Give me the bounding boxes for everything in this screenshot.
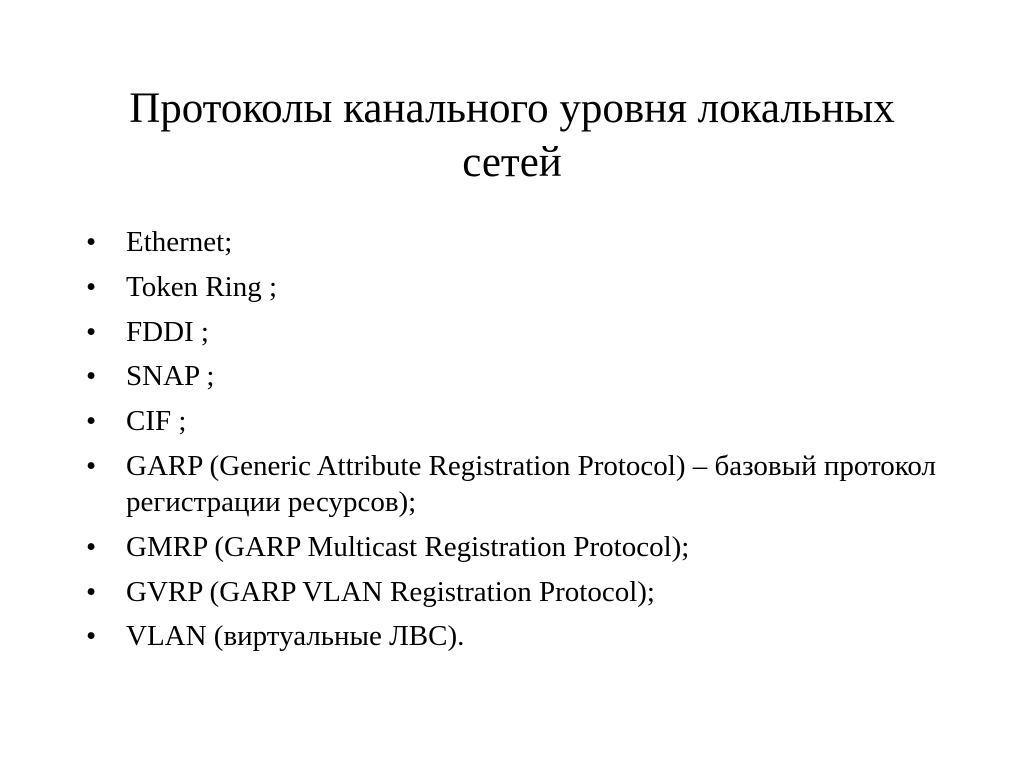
bullet-icon: • (86, 315, 97, 348)
bullet-icon: • (86, 575, 97, 608)
bullet-item-gvrp (86, 574, 946, 610)
bullet-icon: • (86, 620, 97, 653)
bullet-item-cif (86, 403, 946, 439)
bullet-item-gmrp (86, 529, 946, 565)
bullet-icon: • (86, 405, 97, 438)
bullet-icon: • (86, 270, 97, 303)
bullet-text: GARP (Generic Attribute Registration Protocol) – базовый протокол регистрации ресурсов); (126, 449, 936, 518)
bullet-text: FDDI ; (126, 315, 209, 348)
bullet-icon: • (86, 449, 97, 482)
bullet-text: CIF ; (126, 405, 187, 438)
bullet-icon: • (86, 530, 97, 563)
bullet-item-vlan (86, 618, 946, 654)
bullet-item-snap (86, 358, 946, 394)
bullet-text: GVRP (GARP VLAN Registration Protocol); (126, 575, 655, 608)
bullet-text: Ethernet; (126, 226, 233, 258)
bullet-item-ethernet (86, 224, 946, 260)
bullet-text: GMRP (GARP Multicast Registration Protocol); (126, 530, 690, 563)
bullet-icon: • (86, 360, 97, 393)
bullet-text: SNAP ; (126, 360, 215, 393)
bullet-text: VLAN (виртуальные ЛВС). (126, 620, 465, 653)
bullet-item-fddi (86, 314, 946, 350)
bullet-text: Token Ring ; (126, 270, 278, 303)
bullet-list (86, 224, 946, 663)
slide-title: Протоколы канального уровня локальных сетей (129, 85, 895, 186)
bullet-item-token-ring (86, 269, 946, 305)
bullet-icon: • (86, 226, 97, 258)
bullet-item-garp (86, 448, 946, 520)
